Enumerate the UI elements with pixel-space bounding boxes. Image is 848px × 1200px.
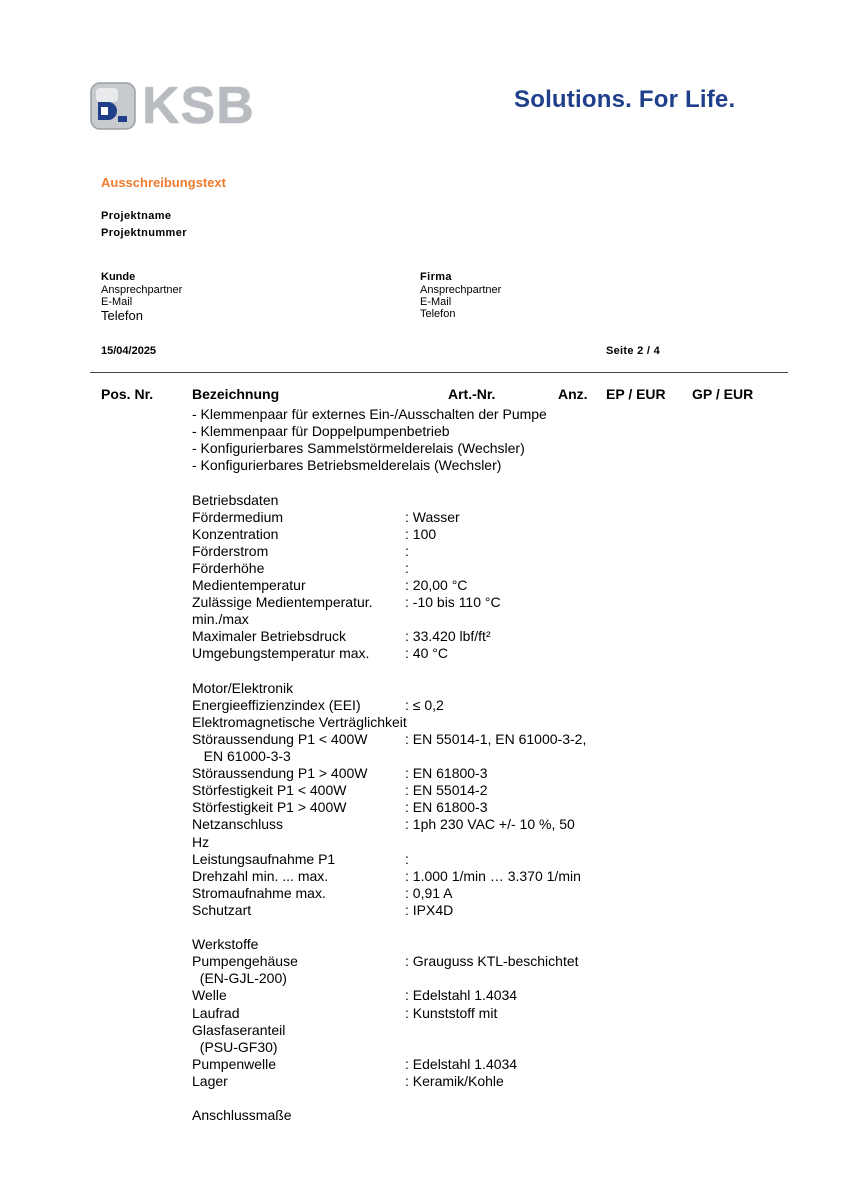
spec-value: : Edelstahl 1.4034 <box>405 1056 518 1072</box>
spec-label: Drehzahl min. ... max. <box>192 868 329 884</box>
spec-label: Schutzart <box>192 902 252 918</box>
spec-value: : <box>405 560 409 576</box>
spec-value: : -10 bis 110 °C <box>405 594 501 610</box>
customer-label: Kunde <box>101 271 136 283</box>
col-quantity: Anz. <box>558 386 588 402</box>
spec-label: Förderhöhe <box>192 560 265 576</box>
spec-label: Energieeffizienzindex (EEI) <box>192 697 361 713</box>
spec-value: : EN 61800-3 <box>405 765 488 781</box>
ksb-logo <box>88 77 268 135</box>
col-total-price: GP / EUR <box>692 386 754 402</box>
project-name-label: Projektname <box>101 210 172 222</box>
spec-label: Förderstrom <box>192 543 269 559</box>
spec-label: (EN-GJL-200) <box>192 970 287 986</box>
project-number-label: Projektnummer <box>101 227 187 239</box>
spec-label: Elektromagnetische Verträglichkeit <box>192 714 407 730</box>
spec-value: : 100 <box>405 526 437 542</box>
company-label: Firma <box>420 271 452 283</box>
spec-label: Leistungsaufnahme P1 <box>192 851 336 867</box>
spec-label: - Konfigurierbares Betriebsmelderelais (Wechsler) <box>192 457 502 473</box>
spec-label: - Klemmenpaar für Doppelpumpenbetrieb <box>192 423 450 439</box>
spec-label: Pumpengehäuse <box>192 953 298 969</box>
spec-label: Glasfaseranteil <box>192 1022 286 1038</box>
page-number: Seite 2 / 4 <box>606 345 661 357</box>
spec-value: : Keramik/Kohle <box>405 1073 504 1089</box>
spec-label: Laufrad <box>192 1005 240 1021</box>
spec-label: Motor/Elektronik <box>192 680 294 696</box>
col-description: Bezeichnung <box>192 386 280 402</box>
customer-phone-label: Telefon <box>101 308 143 323</box>
spec-value: : Edelstahl 1.4034 <box>405 987 518 1003</box>
spec-label: Zulässige Medientemperatur. <box>192 594 373 610</box>
spec-label: Fördermedium <box>192 509 284 525</box>
spec-value: : EN 55014-2 <box>405 782 488 798</box>
spec-value: : EN 55014-1, EN 61000-3-2, <box>405 731 587 747</box>
spec-value: : Kunststoff mit <box>405 1005 498 1021</box>
spec-label: Hz <box>192 834 210 850</box>
spec-value: : Wasser <box>405 509 460 525</box>
spec-label: Netzanschluss <box>192 816 284 832</box>
spec-label: Störfestigkeit P1 < 400W <box>192 782 347 798</box>
spec-label: Maximaler Betriebsdruck <box>192 628 347 644</box>
spec-label: Werkstoffe <box>192 936 259 952</box>
spec-label: Medientemperatur <box>192 577 306 593</box>
company-phone-label: Telefon <box>420 308 456 320</box>
spec-label: Welle <box>192 987 227 1003</box>
spec-label: EN 61000-3-3 <box>192 748 291 764</box>
spec-label: Umgebungstemperatur max. <box>192 645 370 661</box>
company-email-label: E-Mail <box>420 296 452 308</box>
slogan: Solutions. For Life. <box>514 86 736 113</box>
spec-label: Betriebsdaten <box>192 492 279 508</box>
ksb-logo-icon <box>88 80 138 132</box>
customer-contact-label: Ansprechpartner <box>101 284 183 296</box>
spec-label: Konzentration <box>192 526 279 542</box>
spec-label: (PSU-GF30) <box>192 1039 278 1055</box>
document-title: Ausschreibungstext <box>101 175 226 190</box>
spec-label: Lager <box>192 1073 228 1089</box>
spec-value: : 0,91 A <box>405 885 453 901</box>
spec-value: : <box>405 543 409 559</box>
customer-email-label: E-Mail <box>101 296 133 308</box>
spec-label: Störfestigkeit P1 > 400W <box>192 799 347 815</box>
col-unit-price: EP / EUR <box>606 386 666 402</box>
col-article: Art.-Nr. <box>448 386 496 402</box>
spec-label: - Klemmenpaar für externes Ein-/Ausschalten der Pumpe <box>192 406 547 422</box>
spec-value: : IPX4D <box>405 902 454 918</box>
company-contact-label: Ansprechpartner <box>420 284 502 296</box>
spec-label: - Konfigurierbares Sammelstörmelderelais (Wechsler) <box>192 440 525 456</box>
spec-value: : 1ph 230 VAC +/- 10 %, 50 <box>405 816 575 832</box>
spec-label: min./max <box>192 611 249 627</box>
spec-value: : ≤ 0,2 <box>405 697 444 713</box>
spec-value: : 33.420 lbf/ft² <box>405 628 491 644</box>
spec-label: Anschlussmaße <box>192 1107 292 1123</box>
spec-value: : 20,00 °C <box>405 577 468 593</box>
spec-label: Stromaufnahme max. <box>192 885 326 901</box>
col-pos: Pos. Nr. <box>101 386 154 402</box>
logo-text: KSB <box>142 77 255 135</box>
spec-value: : 1.000 1/min … 3.370 1/min <box>405 868 581 884</box>
spec-label: Störaussendung P1 > 400W <box>192 765 368 781</box>
spec-value: : 40 °C <box>405 645 448 661</box>
document-date: 15/04/2025 <box>101 345 157 357</box>
spec-value: : <box>405 851 409 867</box>
spec-value: : EN 61800-3 <box>405 799 488 815</box>
spec-label: Störaussendung P1 < 400W <box>192 731 368 747</box>
spec-value: : Grauguss KTL-beschichtet <box>405 953 579 969</box>
header-divider <box>90 372 788 373</box>
spec-label: Pumpenwelle <box>192 1056 277 1072</box>
